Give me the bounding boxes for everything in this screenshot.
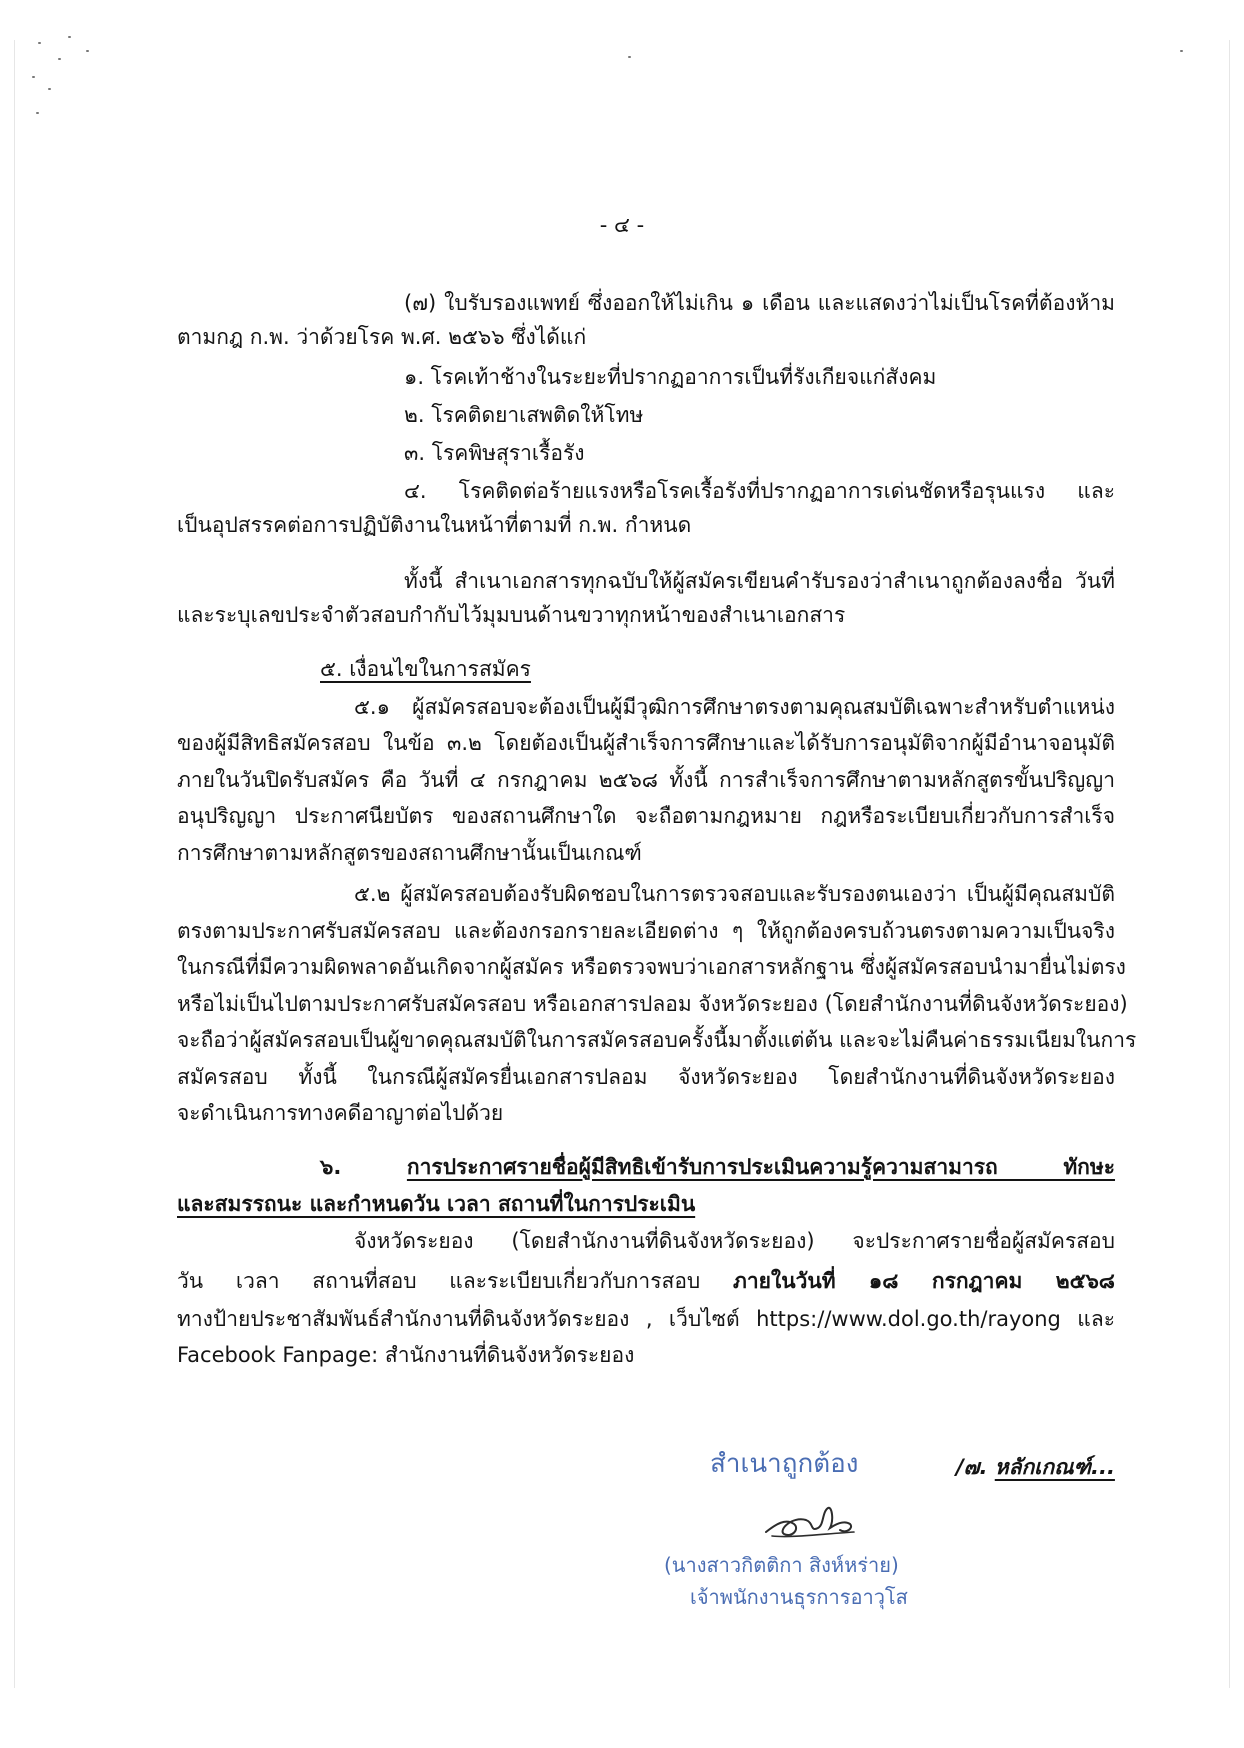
signature xyxy=(762,1498,862,1542)
item7-line1: (๗) ใบรับรองแพทย์ ซึ่งออกให้ไม่เกิน ๑ เดือน และแสดงว่าไม่เป็นโรคที่ต้องห้าม xyxy=(404,291,1115,315)
section5-heading: ๕. เงื่อนไขในการสมัคร xyxy=(320,657,531,681)
section6-heading-line-1 xyxy=(320,1152,1115,1182)
signer-name: (นางสาวกิตติกา สิงห์หร่าย) xyxy=(664,1553,899,1577)
section6-number: ๖. xyxy=(320,1155,342,1179)
certified-copy-stamp: สำเนาถูกต้อง xyxy=(710,1449,859,1479)
section5-2-line-2: ตรงตามประกาศรับสมัครสอบ และต้องกรอกรายละเอียดต่าง ๆ ให้ถูกต้องครบถ้วนตรงตามความเป็นจริง xyxy=(177,919,1115,943)
section5-2-line-5: จะถือว่าผู้สมัครสอบเป็นผู้ขาดคุณสมบัติในการสมัครสอบครั้งนี้มาตั้งแต่ต้น และจะไม่คืนค่าธรรมเนียมในการ xyxy=(177,1028,1137,1052)
section5-1-line-3: ภายในวันปิดรับสมัคร คือ วันที่ ๔ กรกฎาคม ๒๕๖๘ ทั้งนี้ การสำเร็จการศึกษาตามหลักสูตรขั้นปริญญา xyxy=(177,768,1115,792)
disease-item-4: ๔. โรคติดต่อร้ายแรงหรือโรคเรื้อรังที่ปรากฏอาการเด่นชัดหรือรุนแรง และ xyxy=(404,479,1115,503)
section6-heading-line-2: และสมรรถนะ และกำหนดวัน เวลา สถานที่ในการประเมิน xyxy=(177,1192,696,1216)
note-line-2: และระบุเลขประจำตัวสอบกำกับไว้มุมบนด้านขวาทุกหน้าของสำเนาเอกสาร xyxy=(177,603,846,627)
disease-item-1: ๑. โรคเท้าช้างในระยะที่ปรากฏอาการเป็นที่รังเกียจแก่สังคม xyxy=(404,365,937,389)
next-page-prefix: /๗. xyxy=(956,1455,995,1479)
disease-item-3: ๓. โรคพิษสุราเรื้อรัง xyxy=(404,441,585,465)
section5-1-line-2: ของผู้มีสิทธิสมัครสอบ ในข้อ ๓.๒ โดยต้องเป็นผู้สำเร็จการศึกษาและได้รับการอนุมัติจากผู้มีอำนาจอนุมัติ xyxy=(177,731,1115,755)
section5-1-line-1: ๕.๑ ผู้สมัครสอบจะต้องเป็นผู้มีวุฒิการศึกษาตรงตามคุณสมบัติเฉพาะสำหรับตำแหน่ง xyxy=(354,695,1115,719)
section5-2-line-7: จะดำเนินการทางคดีอาญาต่อไปด้วย xyxy=(177,1101,504,1125)
section5-1-line-5: การศึกษาตามหลักสูตรของสถานศึกษานั้นเป็นเกณฑ์ xyxy=(177,841,642,865)
section5-1-line-4: อนุปริญญา ประกาศนียบัตร ของสถานศึกษาใด จะถือตามกฎหมาย กฎหรือระเบียบเกี่ยวกับการสำเร็จ xyxy=(177,804,1115,828)
next-page-label: หลักเกณฑ์... xyxy=(994,1455,1115,1479)
signer-title: เจ้าพนักงานธุรการอาวุโส xyxy=(690,1585,908,1609)
note-line-1: ทั้งนี้ สำเนาเอกสารทุกฉบับให้ผู้สมัครเขียนคำรับรองว่าสำเนาถูกต้องลงชื่อ วันที่ xyxy=(404,569,1115,593)
section6-line-1: จังหวัดระยอง (โดยสำนักงานที่ดินจังหวัดระยอง) จะประกาศรายชื่อผู้สมัครสอบ xyxy=(354,1229,1115,1253)
scan-edge-left xyxy=(14,40,15,1688)
scan-edge-right xyxy=(1229,40,1230,1688)
section5-2-line-4: หรือไม่เป็นไปตามประกาศรับสมัครสอบ หรือเอกสารปลอม จังหวัดระยอง (โดยสำนักงานที่ดินจังหวัดระยอง) xyxy=(177,992,1128,1016)
page-number: - ๔ - xyxy=(599,213,645,237)
section6-line-2-text: วัน เวลา สถานที่สอบ และระเบียบเกี่ยวกับการสอบ xyxy=(177,1269,734,1293)
disease-item-2: ๒. โรคติดยาเสพติดให้โทษ xyxy=(404,403,644,427)
section6-line-4: Facebook Fanpage: สำนักงานที่ดินจังหวัดระยอง xyxy=(177,1343,635,1367)
section6-line-3: ทางป้ายประชาสัมพันธ์สำนักงานที่ดินจังหวัดระยอง , เว็บไซต์ https://www.dol.go.th/rayong และ xyxy=(177,1307,1115,1331)
announcement-date: ภายในวันที่ ๑๘ กรกฎาคม ๒๕๖๘ xyxy=(733,1269,1115,1293)
section6-heading-text: การประกาศรายชื่อผู้มีสิทธิเข้ารับการประเมินความรู้ความสามารถ ทักษะ xyxy=(406,1155,1116,1179)
item7-line2: ตามกฎ ก.พ. ว่าด้วยโรค พ.ศ. ๒๕๖๖ ซึ่งได้แก่ xyxy=(177,325,587,349)
section5-2-line-1: ๕.๒ ผู้สมัครสอบต้องรับผิดชอบในการตรวจสอบและรับรองตนเองว่า เป็นผู้มีคุณสมบัติ xyxy=(354,882,1115,906)
disease-item-4-cont: เป็นอุปสรรคต่อการปฏิบัติงานในหน้าที่ตามที่ ก.พ. กำหนด xyxy=(177,513,692,537)
section6-line-2 xyxy=(177,1266,1115,1296)
section5-2-line-3: ในกรณีที่มีความผิดพลาดอันเกิดจากผู้สมัคร หรือตรวจพบว่าเอกสารหลักฐาน ซึ่งผู้สมัครสอบนำมายื่นไม่ตรง xyxy=(177,955,1126,979)
section5-2-line-6: สมัครสอบ ทั้งนี้ ในกรณีผู้สมัครยื่นเอกสารปลอม จังหวัดระยอง โดยสำนักงานที่ดินจังหวัดระยอง xyxy=(177,1065,1115,1089)
next-page-indicator xyxy=(956,1452,1115,1482)
